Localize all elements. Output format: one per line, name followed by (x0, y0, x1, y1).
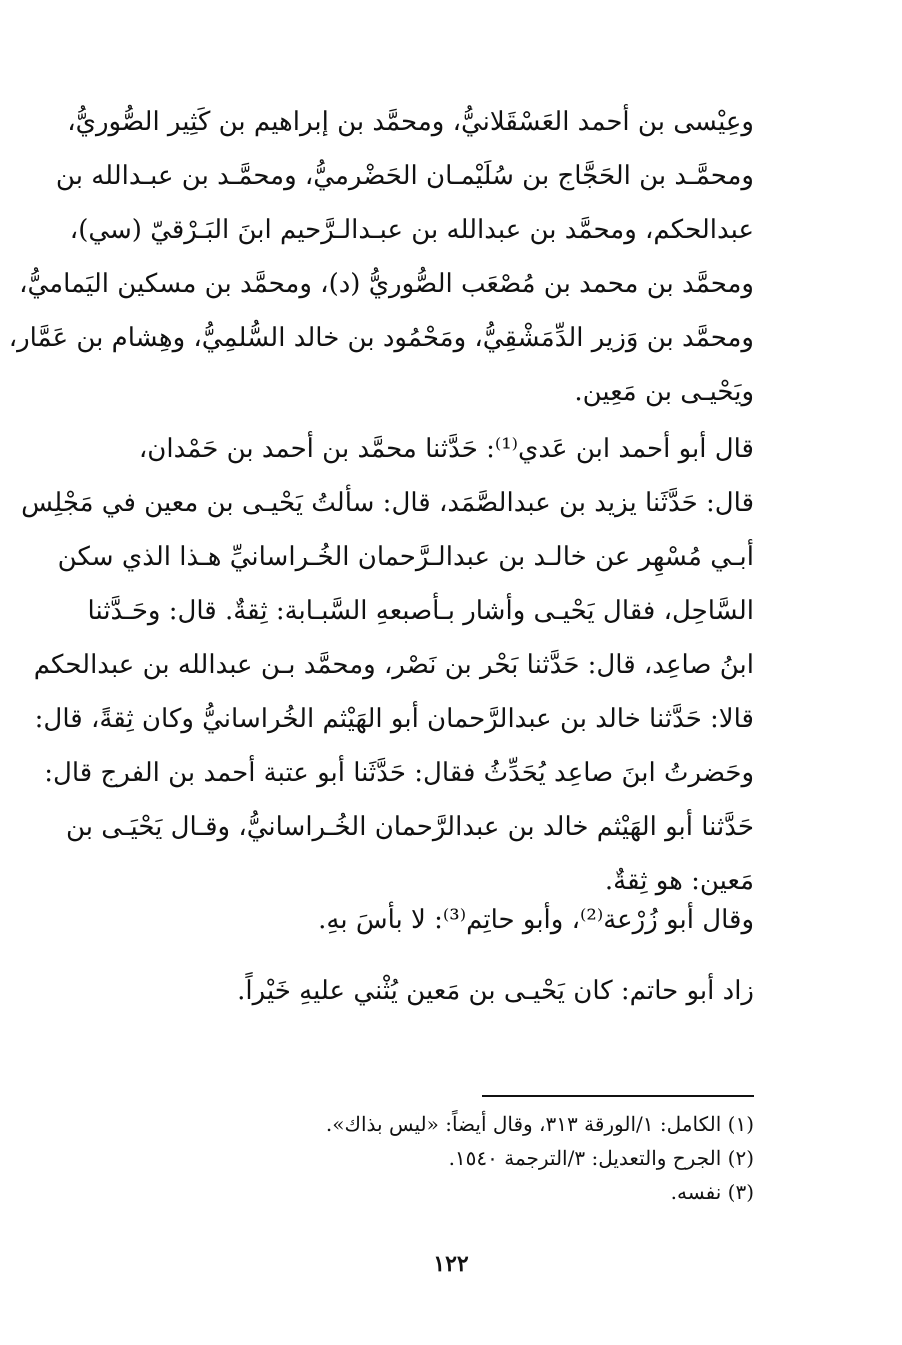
text-line: وعِيْسى بن أحمد العَسْقَلانيُّ، ومحمَّد بن إبراهيم بن كَثِير الصُّوريُّ، (67, 107, 754, 137)
paragraph-ibn-adi-report (21, 422, 754, 908)
text-line: السَّاحِل، فقال يَحْيـى وأشار بـأصبعهِ السَّبـابة: ثِقةٌ. قال: وحَـدَّثنا (87, 596, 754, 626)
text-line: حَدَّثنا أبو الهَيْثم خالد بن عبدالرَّحمان الخُـراسانيُّ، وقـال يَحْيَـى بن (65, 812, 754, 842)
footnote-3: (٣) نفسه. (670, 1180, 754, 1204)
text-line: مَعين: هو ثِقةٌ. (604, 866, 754, 896)
footnote-1: (١) الكامل: ١/الورقة ٣١٣، وقال أيضاً: «ليس بذاك». (325, 1112, 754, 1136)
footnote-separator (482, 1095, 754, 1097)
text-line: قالا: حَدَّثنا خالد بن عبدالرَّحمان أبو الهَيْثم الخُراسانيُّ وكان ثِقةً، قال: (34, 704, 754, 734)
page-number: ١٢٢ (433, 1251, 469, 1277)
text-line: ومحمَّـد بن الحَجَّاج بن سُلَيْمـان الحَضْرميُّ، ومحمَّـد بن عبـدالله بن (55, 161, 754, 191)
text-line: ومحمَّد بن محمد بن مُصْعَب الصُّوريُّ (د)، ومحمَّد بن مسكين اليَماميُّ، (19, 269, 754, 299)
text-line: وقال أبو زُرْعة⁽²⁾، وأبو حاتِم⁽³⁾: لا بأسَ بهِ. (318, 905, 754, 935)
paragraph-abu-hatim-addition (194, 964, 754, 1018)
text-line: أبـي مُسْهِر عن خالـد بن عبدالـرَّحمان الخُـراسانيِّ هـذا الذي سكن (57, 542, 754, 572)
paragraph-abu-zura-statement (194, 893, 754, 947)
text-line: عبدالحكم، ومحمَّد بن عبدالله بن عبـدالـرَّحيم ابنَ البَـرْقيّ (سي)، (69, 215, 754, 245)
text-line: قال: حَدَّثَنا يزيد بن عبدالصَّمَد، قال: سألتُ يَحْيـى بن معين في مَجْلِس (21, 488, 754, 518)
text-line: قال أبو أحمد ابن عَدي⁽¹⁾: حَدَّثنا محمَّد بن أحمد بن حَمْدان، (138, 434, 754, 464)
footnote-2: (٢) الجرح والتعديل: ٣/الترجمة ١٥٤٠. (448, 1146, 754, 1170)
text-line: ابنُ صاعِد، قال: حَدَّثنا بَحْر بن نَصْر، ومحمَّد بـن عبدالله بن عبدالحكم (33, 650, 754, 680)
text-line: ومحمَّد بن وَزير الدِّمَشْقِيُّ، ومَحْمُود بن خالد السُّلمِيُّ، وهِشام بن عَمَّار، (8, 323, 754, 353)
text-line: ويَحْيـى بن مَعِين. (574, 377, 754, 407)
text-line: وحَضرتُ ابنَ صاعِد يُحَدِّثُ فقال: حَدَّثَنا أبو عتبة أحمد بن الفرج قال: (44, 758, 754, 788)
paragraph-narrators-list (8, 95, 754, 419)
footnotes (142, 1107, 754, 1209)
text-line: زاد أبو حاتم: كان يَحْيـى بن مَعين يُثْني عليهِ خَيْراً. (237, 976, 754, 1006)
